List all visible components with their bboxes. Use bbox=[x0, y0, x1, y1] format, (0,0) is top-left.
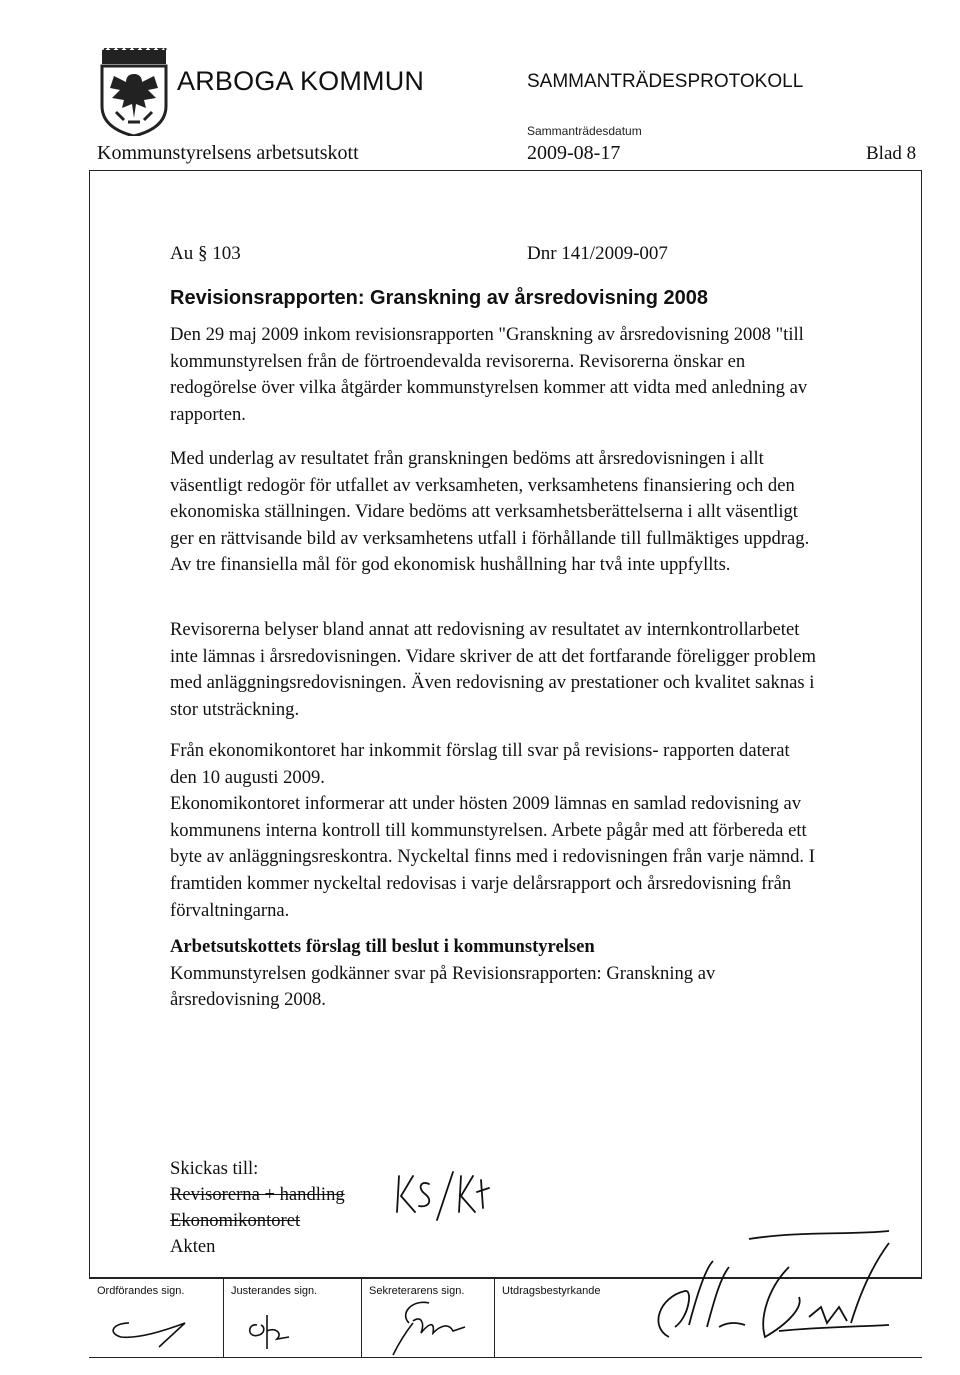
committee-name: Kommunstyrelsens arbetsutskott bbox=[97, 142, 359, 164]
secretary-signature-label: Sekreterarens sign. bbox=[369, 1285, 465, 1297]
chair-signature-label: Ordförandes sign. bbox=[97, 1285, 185, 1297]
signature-divider bbox=[494, 1279, 495, 1357]
certification-signature-scribble bbox=[589, 1227, 919, 1357]
recipient-archive: Akten bbox=[170, 1236, 216, 1257]
body-text: Revisorerna belyser bland annat att redovisning av resultatet av internkontrollarbetet inte lämnas i årsredovisningen. Vidare skriver de att det fortfarande föreligger problem med anläggningsredovisningen. Även redovisning av prestationer och kvalitet saknas i stor utsträckning. bbox=[170, 619, 816, 720]
paragraph-assessment bbox=[170, 446, 820, 579]
paragraph-report-received bbox=[170, 322, 820, 428]
document-type: SAMMANTRÄDESPROTOKOLL bbox=[527, 71, 804, 92]
body-text: Den 29 maj 2009 inkom revisionsrapporten "Granskning av årsredovisning 2008 "till kommunstyrelsen från de förtroendevalda revisorerna. Revisorerna önskar en redogörelse över vilka åtgärder kommunstyrelsen kommer att vidta med anledning av rapporten. bbox=[170, 324, 808, 425]
decision-proposal bbox=[170, 934, 820, 1014]
adjuster-signature-label: Justerandes sign. bbox=[231, 1285, 318, 1297]
paragraph-finance-office bbox=[170, 738, 820, 924]
secretary-signature-scribble bbox=[369, 1293, 489, 1357]
meeting-date: 2009-08-17 bbox=[527, 142, 621, 164]
body-text: Från ekonomikontoret har inkommit förslag till svar på revisions- rapporten daterat den 10 augusti 2009. bbox=[170, 740, 790, 788]
sheet-number: Blad 8 bbox=[866, 143, 917, 164]
case-title: Revisionsrapporten: Granskning av årsredovisning 2008 bbox=[170, 287, 708, 309]
chair-signature-scribble bbox=[99, 1293, 209, 1353]
handwritten-ks-kf-note bbox=[395, 1168, 490, 1223]
body-text: Med underlag av resultatet från granskningen bedöms att årsredovisningen i allt väsentligt redogör för utfallet av verksamheten, verksamhetens finansiering och den ekonomiska ställningen. Vidare bedöms att verksamhetsberättelserna i allt väsentligt ger en rättvisande bild av verksamhetens utfall i förhållande till fullmäktiges uppdrag. Av tre finansiella mål för god ekonomisk hushållning har två inte uppfyllts. bbox=[170, 448, 810, 576]
distribution-list bbox=[170, 1156, 345, 1260]
distribution-label: Skickas till: bbox=[170, 1158, 259, 1179]
adjuster-signature-scribble bbox=[239, 1293, 329, 1353]
recipient-auditors: Revisorerna + handling bbox=[170, 1184, 345, 1205]
municipal-coat-of-arms-logo bbox=[98, 48, 170, 136]
certification-label: Utdragsbestyrkande bbox=[502, 1285, 601, 1297]
paragraph-number: Au § 103 bbox=[170, 243, 241, 264]
decision-title: Arbetsutskottets förslag till beslut i kommunstyrelsen bbox=[170, 936, 595, 957]
recipient-finance-office: Ekonomikontoret bbox=[170, 1210, 301, 1231]
municipality-name: ARBOGA KOMMUN bbox=[177, 66, 425, 96]
decision-text: Kommunstyrelsen godkänner svar på Revisionsrapporten: Granskning av årsredovisning 2008. bbox=[170, 962, 716, 1011]
case-reference-number: Dnr 141/2009-007 bbox=[527, 243, 668, 264]
meeting-date-label: Sammanträdesdatum bbox=[527, 124, 642, 138]
signature-row bbox=[89, 1278, 922, 1358]
signature-divider bbox=[361, 1279, 362, 1357]
paragraph-auditor-remarks bbox=[170, 617, 820, 723]
signature-divider bbox=[223, 1279, 224, 1357]
body-text: Ekonomikontoret informerar att under hösten 2009 lämnas en samlad redovisning av kommunens interna kontroll till kommunstyrelsen. Arbete pågår med att förbereda ett byte av anläggningsreskontra. Nyckeltal finns med i redovisningen från varje nämnd. I framtiden kommer nyckeltal redovisas i varje delårsrapport och årsredovisning från förvaltningarna. bbox=[170, 793, 815, 921]
